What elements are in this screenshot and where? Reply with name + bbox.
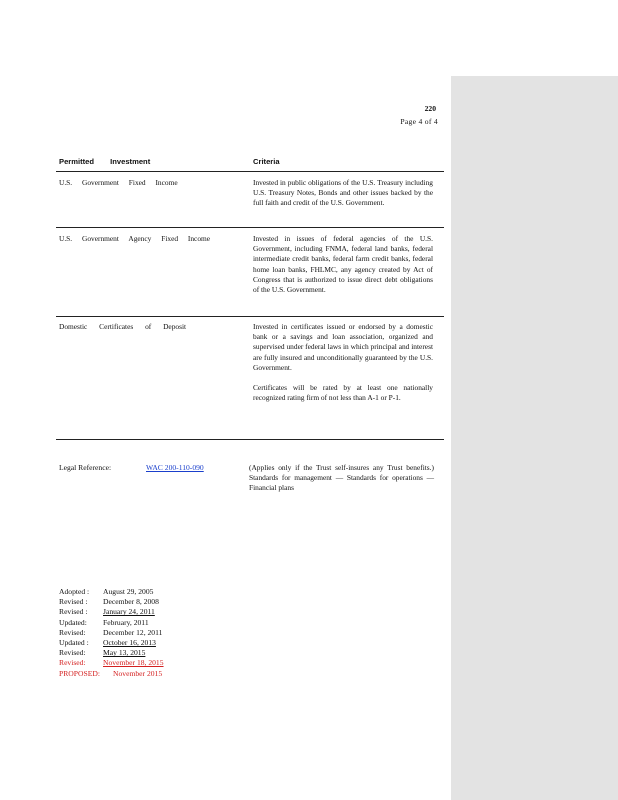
history-label: Revised :	[59, 597, 88, 607]
comments-sidebar	[451, 76, 618, 800]
history-row	[59, 669, 164, 679]
criteria-paragraph: Invested in issues of federal agencies of the U.S. Government, including FNMA, federal land banks, federal intermediate credit banks, federal farm credit banks, federal home loan banks, FHLMC, any agency created by Act of Congress that is authorized to issue direct debt obligations of the U.S. Government.	[253, 234, 433, 295]
column-header-investment: Permitted Investment	[59, 157, 151, 166]
history-label: Revised:	[59, 627, 86, 637]
history-row	[59, 648, 164, 658]
wac-reference-link[interactable]: WAC 200-110-090	[146, 463, 204, 472]
history-row	[59, 587, 164, 597]
history-date: December 12, 2011	[103, 627, 163, 637]
history-date: November 2015	[113, 668, 163, 678]
history-date: November 18, 2015	[103, 658, 164, 668]
history-label: Revised:	[59, 658, 86, 668]
history-date: May 13, 2015	[103, 648, 146, 658]
table-row-divider	[56, 227, 444, 228]
history-label: Updated:	[59, 617, 87, 627]
policy-number: 220	[424, 104, 436, 113]
page-indicator: Page 4 of 4	[400, 117, 438, 126]
history-label: Revised :	[59, 607, 88, 617]
table-header-rule	[56, 171, 444, 172]
criteria-paragraph: Invested in certificates issued or endorsed by a domestic bank or a savings and loan association, organized and supervised under federal laws in which principal and interest are fully insured and unconditionally guaranteed by the U.S. Government.	[253, 322, 433, 372]
history-label: Adopted :	[59, 587, 90, 596]
history-date: December 8, 2008	[103, 597, 159, 607]
criteria-text	[253, 322, 433, 403]
history-row	[59, 658, 164, 668]
criteria-paragraph: Invested in public obligations of the U.S. Treasury including U.S. Treasury Notes, Bonds and other issues backed by the full faith and credit of the U.S. Government.	[253, 178, 433, 208]
investment-type: U.S. Government Agency Fixed Income	[59, 234, 211, 243]
history-label: Revised:	[59, 648, 86, 658]
history-date: January 24, 2011	[103, 607, 155, 617]
legal-reference-note: (Applies only if the Trust self-insures any Trust benefits.) Standards for management — Standards for operations — Financial plans	[249, 463, 434, 493]
table-bottom-rule	[56, 439, 444, 440]
history-row	[59, 618, 164, 628]
history-row	[59, 597, 164, 607]
history-date: August 29, 2005	[103, 587, 154, 596]
history-date: February, 2011	[103, 617, 149, 627]
history-row	[59, 607, 164, 617]
investment-type: U.S. Government Fixed Income	[59, 178, 178, 187]
criteria-paragraph: Certificates will be rated by at least one nationally recognized rating firm of not less than A-1 or P-1.	[253, 383, 433, 403]
legal-reference-label: Legal Reference:	[59, 463, 112, 472]
investment-type: Domestic Certificates of Deposit	[59, 322, 187, 331]
history-label: Updated :	[59, 638, 89, 648]
table-row-divider	[56, 316, 444, 317]
history-row	[59, 638, 164, 648]
criteria-text	[253, 178, 433, 209]
history-date: October 16, 2013	[103, 638, 156, 648]
revision-history	[59, 587, 164, 679]
history-row	[59, 628, 164, 638]
history-label: PROPOSED:	[59, 668, 100, 678]
criteria-text	[253, 234, 433, 295]
column-header-criteria: Criteria	[253, 157, 280, 166]
